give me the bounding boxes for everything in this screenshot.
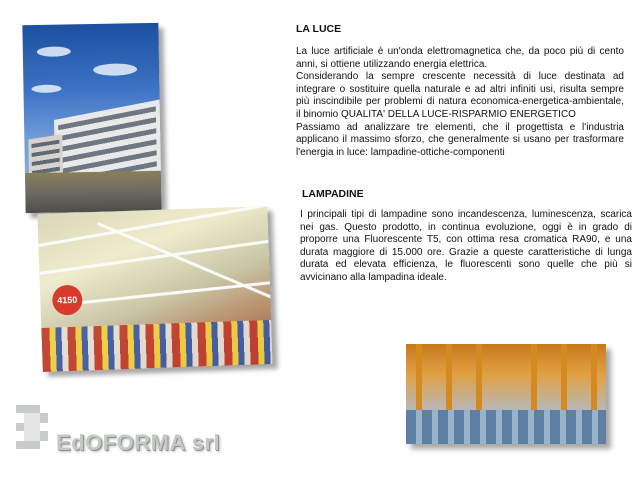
section-body-lampadine — [300, 209, 632, 285]
edoforma-logo-icon — [16, 405, 48, 449]
section-body-la-luce — [296, 46, 624, 159]
supermarket-photo — [37, 206, 272, 372]
section-title-lampadine: LAMPADINE — [302, 188, 364, 200]
road-shape — [25, 171, 162, 213]
cloud-shape — [93, 63, 137, 76]
paragraph: I principali tipi di lampadine sono incandescenza, luminescenza, scarica nei gas. Questo prodotto, in continua evoluzione, oggi è in grado di proporre una Fluorescente T5, con ottima resa cromatica RA90, e una durata maggiore di 15.000 ore. Grazie a queste caratteristiche di lunga durata ed elevata efficienza, le fluorescenti sono quelle che più si avvicinano alla lampadina ideale. — [300, 209, 632, 283]
industrial-hall-photo — [406, 344, 606, 444]
office-building-photo — [22, 23, 161, 213]
ceiling-beam — [39, 236, 273, 275]
factory-floor-shape — [406, 410, 606, 444]
paragraph: Considerando la sempre crescente necessità di luce destinata ad integrare o sostituire quella naturale e ad altri infiniti usi, risulta sempre più inscindibile per problemi di natura economica-energetica-ambientale, il binomio QUALITA' DELLA LUCE-RISPARMIO ENERGETICO — [296, 71, 624, 120]
company-logo-text: EdOFORMA srl — [56, 430, 221, 455]
ceiling-beam — [38, 206, 273, 247]
cloud-shape — [31, 85, 61, 94]
store-shelves-shape — [41, 320, 272, 372]
section-title-la-luce: LA LUCE — [296, 23, 342, 35]
cloud-shape — [37, 46, 71, 57]
paragraph: Passiamo ad analizzare tre elementi, che il progettista e l'industria applicano il massimo sforzo, che generalmente si usano per trasformare l'energia in luce: lampadine-ottiche-componenti — [296, 121, 624, 158]
paragraph: La luce artificiale è un'onda elettromagnetica che, da poco più di cento anni, si ottiene utilizzando energia elettrica. — [296, 46, 624, 70]
store-price-sign: 4150 — [52, 285, 83, 316]
